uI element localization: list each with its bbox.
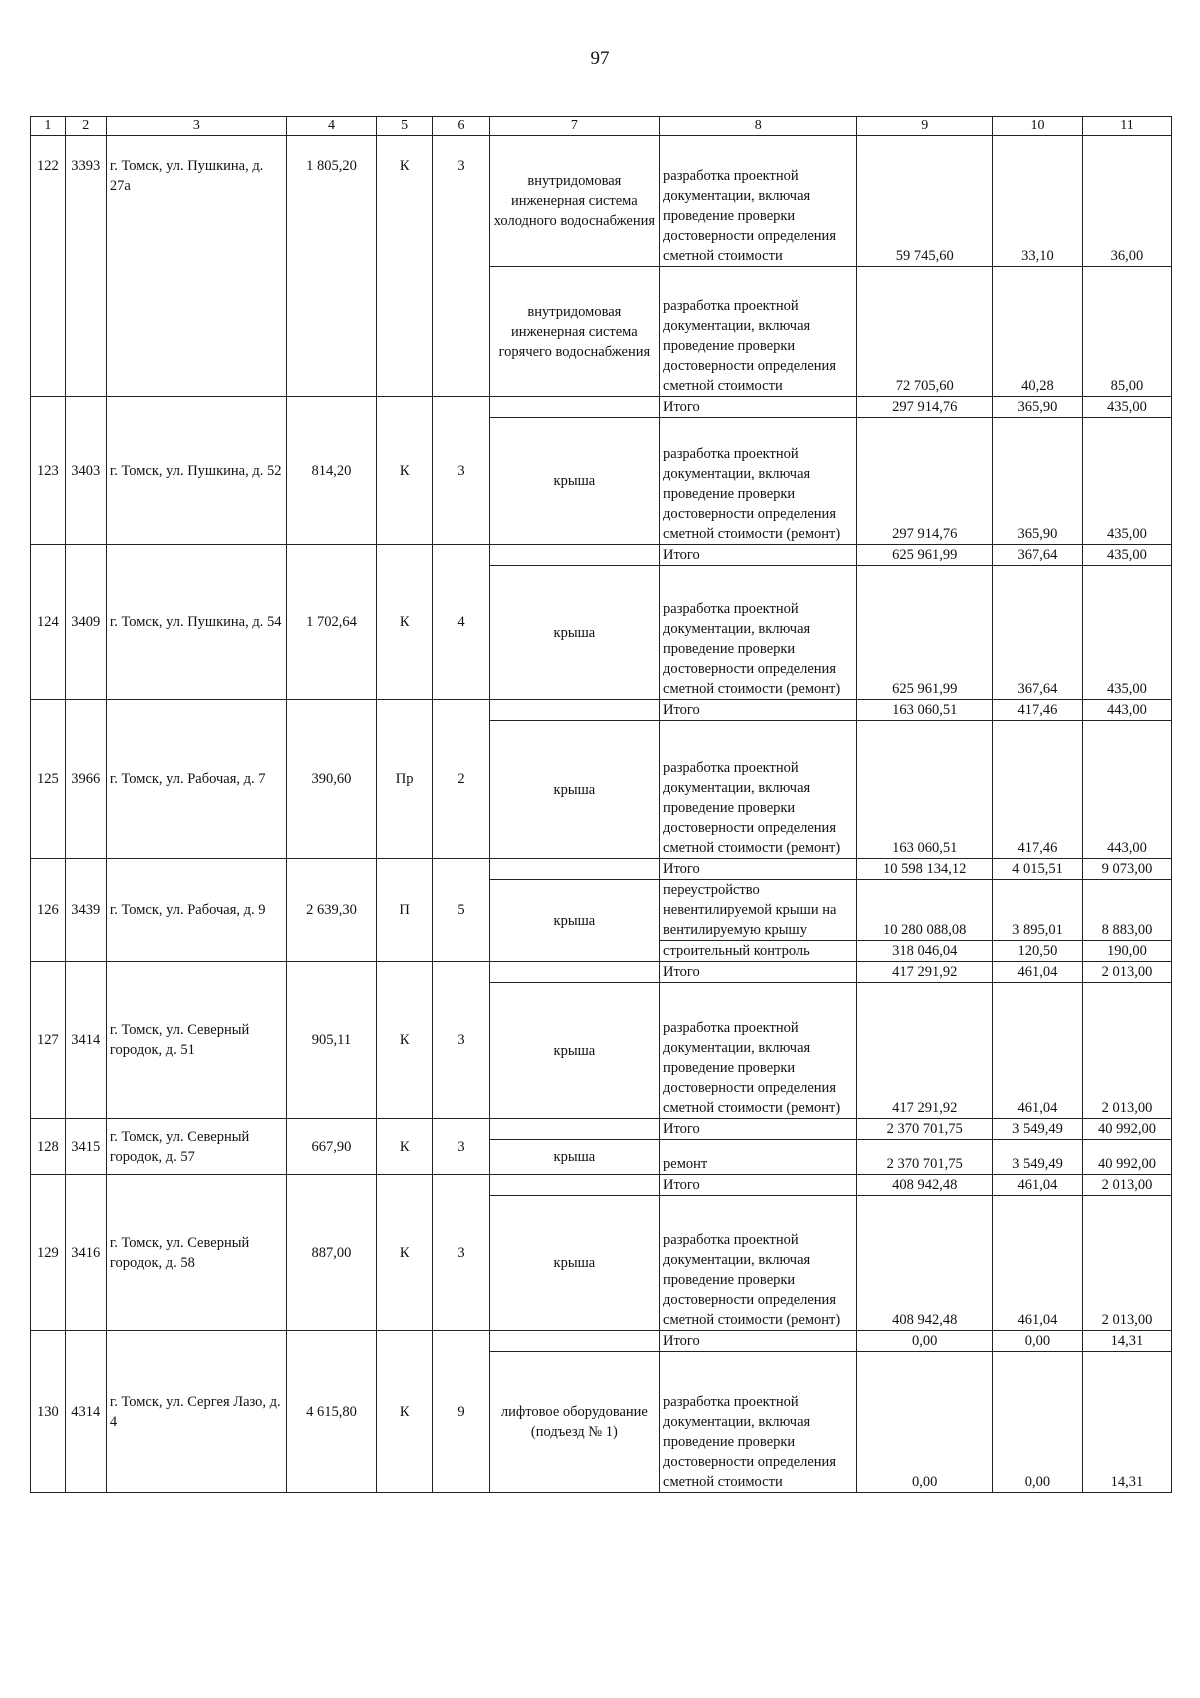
repair-element: крыша	[489, 721, 659, 859]
cost-per-m2: 461,04	[992, 983, 1082, 1119]
cost-limit: 2 013,00	[1082, 983, 1171, 1119]
house-code: 3403	[65, 397, 106, 545]
total-cost: 163 060,51	[857, 700, 993, 721]
address: г. Томск, ул. Пушкина, д. 27а	[106, 136, 286, 397]
total-limit: 443,00	[1082, 700, 1171, 721]
house-code: 3409	[65, 545, 106, 700]
total-limit: 14,31	[1082, 1331, 1171, 1352]
header-row	[31, 117, 1172, 136]
header-cell: 9	[857, 117, 993, 136]
house-code: 3393	[65, 136, 106, 397]
address: г. Томск, ул. Сергея Лазо, д. 4	[106, 1331, 286, 1493]
work-cost: 10 280 088,08	[857, 880, 993, 941]
system-blank	[489, 1331, 659, 1352]
total-limit: 2 013,00	[1082, 1175, 1171, 1196]
cost-per-m2: 40,28	[992, 267, 1082, 397]
header-cell: 7	[489, 117, 659, 136]
total-cost: 0,00	[857, 1331, 993, 1352]
header-cell: 5	[376, 117, 432, 136]
work-type: разработка проектной документации, включая проведение проверки достоверности определения сметной стоимости (ремонт)	[660, 418, 857, 545]
total-cost: 2 370 701,75	[857, 1119, 993, 1140]
work-cost: 417 291,92	[857, 983, 993, 1119]
row-number: 127	[31, 962, 66, 1119]
total-limit: 9 073,00	[1082, 859, 1171, 880]
system-blank	[489, 1119, 659, 1140]
address: г. Томск, ул. Пушкина, д. 52	[106, 397, 286, 545]
work-cost: 72 705,60	[857, 267, 993, 397]
work-cost: 0,00	[857, 1352, 993, 1493]
total-label: Итого	[660, 545, 857, 566]
repair-element: крыша	[489, 1140, 659, 1175]
system-blank	[489, 397, 659, 418]
wall-type: П	[376, 859, 432, 962]
total-label: Итого	[660, 962, 857, 983]
header-cell: 10	[992, 117, 1082, 136]
work-cost: 2 370 701,75	[857, 1140, 993, 1175]
cost-per-m2: 120,50	[992, 941, 1082, 962]
work-type: разработка проектной документации, включая проведение проверки достоверности определения сметной стоимости	[660, 136, 857, 267]
capital-repair-table	[30, 116, 1172, 1493]
house-area: 2 639,30	[286, 859, 376, 962]
total-cost: 417 291,92	[857, 962, 993, 983]
house-area: 814,20	[286, 397, 376, 545]
header-cell: 3	[106, 117, 286, 136]
floor-count: 3	[433, 1175, 489, 1331]
address: г. Томск, ул. Северный городок, д. 58	[106, 1175, 286, 1331]
total-cost: 297 914,76	[857, 397, 993, 418]
cost-per-m2: 417,46	[992, 721, 1082, 859]
total-cost-per-m2: 3 549,49	[992, 1119, 1082, 1140]
wall-type: К	[376, 545, 432, 700]
cost-limit: 40 992,00	[1082, 1140, 1171, 1175]
address: г. Томск, ул. Северный городок, д. 57	[106, 1119, 286, 1175]
house-code: 3415	[65, 1119, 106, 1175]
work-type: разработка проектной документации, включая проведение проверки достоверности определения сметной стоимости	[660, 1352, 857, 1493]
cost-per-m2: 3 895,01	[992, 880, 1082, 941]
work-type: разработка проектной документации, включая проведение проверки достоверности определения сметной стоимости (ремонт)	[660, 983, 857, 1119]
total-label: Итого	[660, 1175, 857, 1196]
house-area: 905,11	[286, 962, 376, 1119]
repair-element: крыша	[489, 880, 659, 962]
wall-type: К	[376, 136, 432, 397]
house-code: 4314	[65, 1331, 106, 1493]
cost-per-m2: 0,00	[992, 1352, 1082, 1493]
total-cost-per-m2: 365,90	[992, 397, 1082, 418]
total-cost-per-m2: 0,00	[992, 1331, 1082, 1352]
work-type: разработка проектной документации, включая проведение проверки достоверности определения сметной стоимости	[660, 267, 857, 397]
house-area: 390,60	[286, 700, 376, 859]
cost-limit: 435,00	[1082, 566, 1171, 700]
table-row	[31, 1331, 1172, 1352]
total-label: Итого	[660, 700, 857, 721]
cost-limit: 2 013,00	[1082, 1196, 1171, 1331]
wall-type: К	[376, 397, 432, 545]
header-cell: 11	[1082, 117, 1171, 136]
cost-limit: 443,00	[1082, 721, 1171, 859]
row-number: 125	[31, 700, 66, 859]
total-cost: 625 961,99	[857, 545, 993, 566]
work-type: переустройство невентилируемой крыши на вентилируемую крышу	[660, 880, 857, 941]
total-limit: 40 992,00	[1082, 1119, 1171, 1140]
total-cost-per-m2: 461,04	[992, 1175, 1082, 1196]
floor-count: 3	[433, 1119, 489, 1175]
address: г. Томск, ул. Северный городок, д. 51	[106, 962, 286, 1119]
wall-type: К	[376, 1331, 432, 1493]
total-label: Итого	[660, 1119, 857, 1140]
row-number: 129	[31, 1175, 66, 1331]
house-area: 887,00	[286, 1175, 376, 1331]
system-blank	[489, 1175, 659, 1196]
header-cell: 1	[31, 117, 66, 136]
house-code: 3416	[65, 1175, 106, 1331]
total-cost: 10 598 134,12	[857, 859, 993, 880]
cost-limit: 190,00	[1082, 941, 1171, 962]
wall-type: К	[376, 1175, 432, 1331]
work-cost: 297 914,76	[857, 418, 993, 545]
row-number: 126	[31, 859, 66, 962]
total-cost: 408 942,48	[857, 1175, 993, 1196]
total-limit: 435,00	[1082, 397, 1171, 418]
cost-limit: 36,00	[1082, 136, 1171, 267]
house-area: 1 805,20	[286, 136, 376, 397]
header-cell: 2	[65, 117, 106, 136]
total-cost-per-m2: 367,64	[992, 545, 1082, 566]
table-row	[31, 962, 1172, 983]
wall-type: К	[376, 1119, 432, 1175]
floor-count: 3	[433, 136, 489, 397]
address: г. Томск, ул. Пушкина, д. 54	[106, 545, 286, 700]
total-label: Итого	[660, 397, 857, 418]
header-cell: 4	[286, 117, 376, 136]
total-cost-per-m2: 4 015,51	[992, 859, 1082, 880]
work-cost: 408 942,48	[857, 1196, 993, 1331]
table-row	[31, 1175, 1172, 1196]
row-number: 130	[31, 1331, 66, 1493]
work-cost: 625 961,99	[857, 566, 993, 700]
work-type: разработка проектной документации, включая проведение проверки достоверности определения сметной стоимости (ремонт)	[660, 721, 857, 859]
total-limit: 435,00	[1082, 545, 1171, 566]
house-area: 1 702,64	[286, 545, 376, 700]
work-type: разработка проектной документации, включая проведение проверки достоверности определения сметной стоимости (ремонт)	[660, 566, 857, 700]
total-cost-per-m2: 461,04	[992, 962, 1082, 983]
cost-per-m2: 3 549,49	[992, 1140, 1082, 1175]
table-row	[31, 700, 1172, 721]
repair-element: крыша	[489, 983, 659, 1119]
floor-count: 3	[433, 962, 489, 1119]
table-body	[31, 117, 1172, 1493]
repair-element: крыша	[489, 418, 659, 545]
row-number: 122	[31, 136, 66, 397]
work-type: разработка проектной документации, включая проведение проверки достоверности определения сметной стоимости (ремонт)	[660, 1196, 857, 1331]
row-number: 124	[31, 545, 66, 700]
cost-limit: 8 883,00	[1082, 880, 1171, 941]
wall-type: Пр	[376, 700, 432, 859]
cost-per-m2: 461,04	[992, 1196, 1082, 1331]
page-number: 97	[590, 48, 610, 69]
total-label: Итого	[660, 859, 857, 880]
work-type: строительный контроль	[660, 941, 857, 962]
house-code: 3414	[65, 962, 106, 1119]
table-row	[31, 136, 1172, 267]
table-row	[31, 1119, 1172, 1140]
system-blank	[489, 545, 659, 566]
table-row	[31, 859, 1172, 880]
floor-count: 4	[433, 545, 489, 700]
floor-count: 2	[433, 700, 489, 859]
house-area: 4 615,80	[286, 1331, 376, 1493]
header-cell: 6	[433, 117, 489, 136]
repair-element: лифтовое оборудование (подъезд № 1)	[489, 1352, 659, 1493]
repair-element: крыша	[489, 1196, 659, 1331]
floor-count: 5	[433, 859, 489, 962]
house-code: 3966	[65, 700, 106, 859]
cost-per-m2: 365,90	[992, 418, 1082, 545]
header-cell: 8	[660, 117, 857, 136]
row-number: 128	[31, 1119, 66, 1175]
system-blank	[489, 859, 659, 880]
address: г. Томск, ул. Рабочая, д. 7	[106, 700, 286, 859]
system-blank	[489, 700, 659, 721]
work-cost: 318 046,04	[857, 941, 993, 962]
address: г. Томск, ул. Рабочая, д. 9	[106, 859, 286, 962]
house-code: 3439	[65, 859, 106, 962]
total-cost-per-m2: 417,46	[992, 700, 1082, 721]
total-limit: 2 013,00	[1082, 962, 1171, 983]
floor-count: 3	[433, 397, 489, 545]
table-row	[31, 545, 1172, 566]
cost-limit: 85,00	[1082, 267, 1171, 397]
repair-element: крыша	[489, 566, 659, 700]
wall-type: К	[376, 962, 432, 1119]
work-cost: 163 060,51	[857, 721, 993, 859]
repair-element: внутридомовая инженерная система горячего водоснабжения	[489, 267, 659, 397]
work-cost: 59 745,60	[857, 136, 993, 267]
cost-per-m2: 367,64	[992, 566, 1082, 700]
cost-per-m2: 33,10	[992, 136, 1082, 267]
row-number: 123	[31, 397, 66, 545]
total-label: Итого	[660, 1331, 857, 1352]
floor-count: 9	[433, 1331, 489, 1493]
table-row	[31, 397, 1172, 418]
system-blank	[489, 962, 659, 983]
repair-element: внутридомовая инженерная система холодного водоснабжения	[489, 136, 659, 267]
work-type: ремонт	[660, 1140, 857, 1175]
cost-limit: 435,00	[1082, 418, 1171, 545]
house-area: 667,90	[286, 1119, 376, 1175]
cost-limit: 14,31	[1082, 1352, 1171, 1493]
